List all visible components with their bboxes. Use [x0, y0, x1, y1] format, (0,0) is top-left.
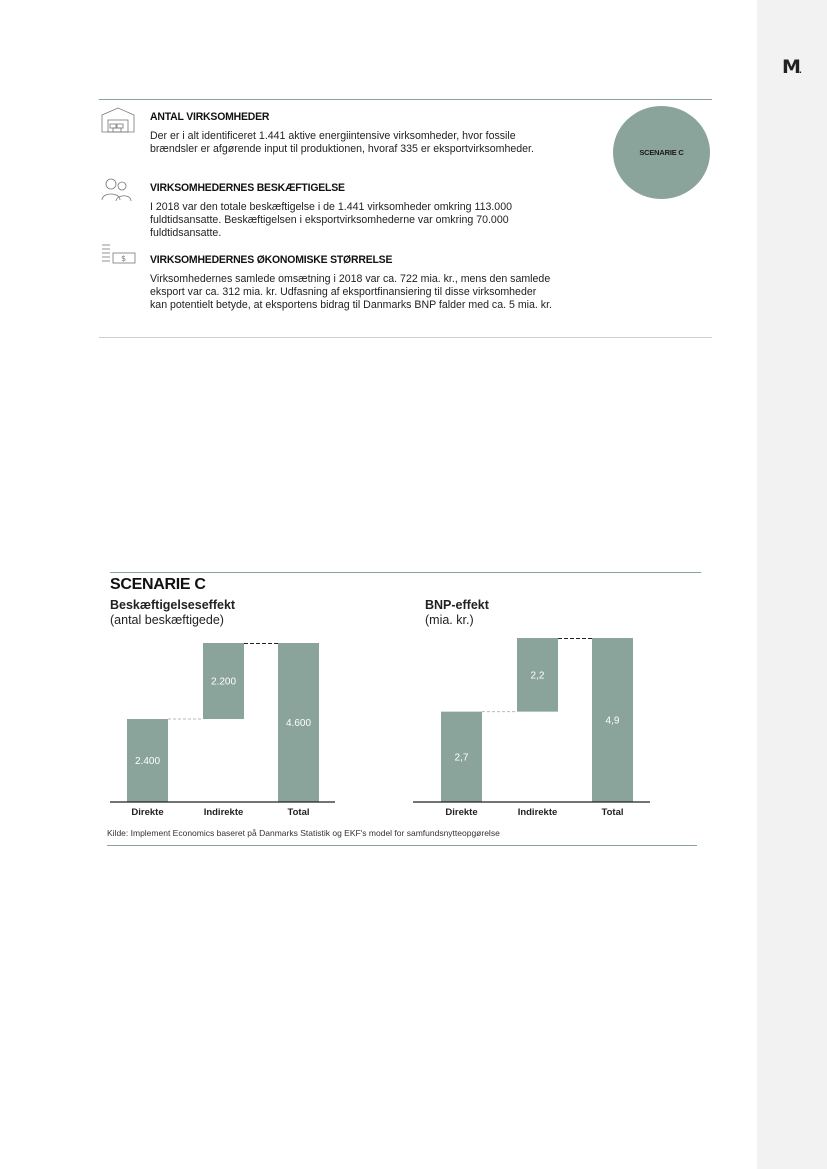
- top-divider: [99, 99, 712, 100]
- chart-title: BNP-effekt: [425, 598, 489, 612]
- bar-value-label: 4.600: [285, 718, 312, 729]
- people-icon: [101, 177, 133, 203]
- info-line: eksport var ca. 312 mia. kr. Udfasning af eksportfinansiering til disse virksomheder: [150, 286, 537, 298]
- scenario-badge-label: SCENARIE C: [639, 148, 684, 157]
- category-label: Direkte: [445, 807, 478, 818]
- info-item-companies: [150, 111, 610, 156]
- info-line: I 2018 var den totale beskæftigelse i de 1.441 virksomheder omkring 113.000: [150, 201, 512, 213]
- right-sidebar: [757, 0, 827, 1169]
- info-text: [150, 201, 610, 240]
- info-line: kan potentielt betyde, at eksportens bidrag til Danmarks BNP falder med ca. 5 mia. kr.: [150, 299, 552, 311]
- bottom-divider: [99, 337, 712, 338]
- category-label: Total: [601, 807, 624, 818]
- chart-section-title: SCENARIE C: [110, 576, 206, 593]
- bar-value-label: 4,9: [605, 715, 620, 727]
- chart-subtitle: (mia. kr.): [425, 613, 474, 627]
- chart-bottom-divider: [107, 845, 697, 846]
- category-label: Indirekte: [517, 807, 558, 818]
- bar-value-label: 2,7: [454, 752, 469, 764]
- info-item-economy: [150, 254, 610, 312]
- bar-value-label: 2.200: [210, 676, 237, 688]
- info-line: fuldtidsansatte.: [150, 227, 222, 239]
- brand-logo: [782, 56, 802, 78]
- info-line: fuldtidsansatte. Beskæftigelsen i eksportvirksomhederne var omkring 70.000: [150, 214, 509, 226]
- info-text: [150, 130, 610, 156]
- category-label: Indirekte: [203, 807, 244, 818]
- svg-text:$: $: [121, 254, 127, 263]
- info-title: ANTAL VIRKSOMHEDER: [150, 111, 270, 123]
- category-label: Total: [287, 807, 310, 818]
- bar-value-label: 2.400: [134, 756, 161, 768]
- info-item-employment: [150, 182, 610, 240]
- bar-value-label: 2,2: [530, 670, 545, 682]
- logo-dot: .: [798, 66, 802, 75]
- chart-employment: [108, 632, 340, 822]
- money-icon: [101, 242, 137, 266]
- info-line: brændsler er afgørende input til produktionen, hvoraf 335 er eksportvirksomheder.: [150, 143, 534, 155]
- info-title: VIRKSOMHEDERNES BESKÆFTIGELSE: [150, 182, 345, 194]
- info-line: Virksomhedernes samlede omsætning i 2018 var ca. 722 mia. kr., mens den samlede: [150, 273, 551, 285]
- info-text: [150, 273, 610, 312]
- info-line: Der er i alt identificeret 1.441 aktive energiintensive virksomheder, hvor fossile: [150, 130, 516, 142]
- chart-gdp: [410, 632, 655, 822]
- category-label: Direkte: [131, 807, 164, 818]
- info-title: VIRKSOMHEDERNES ØKONOMISKE STØRRELSE: [150, 254, 393, 266]
- chart-subtitle: (antal beskæftigede): [110, 613, 224, 627]
- chart-top-divider: [110, 572, 701, 573]
- warehouse-icon: [101, 107, 135, 133]
- logo-letter: M: [782, 56, 799, 78]
- chart-source: Kilde: Implement Economics baseret på Danmarks Statistik og EKF's model for samfundsnytteopgørelse: [107, 828, 500, 838]
- chart-title: Beskæftigelseseffekt: [110, 598, 236, 612]
- scenario-badge: [613, 106, 710, 199]
